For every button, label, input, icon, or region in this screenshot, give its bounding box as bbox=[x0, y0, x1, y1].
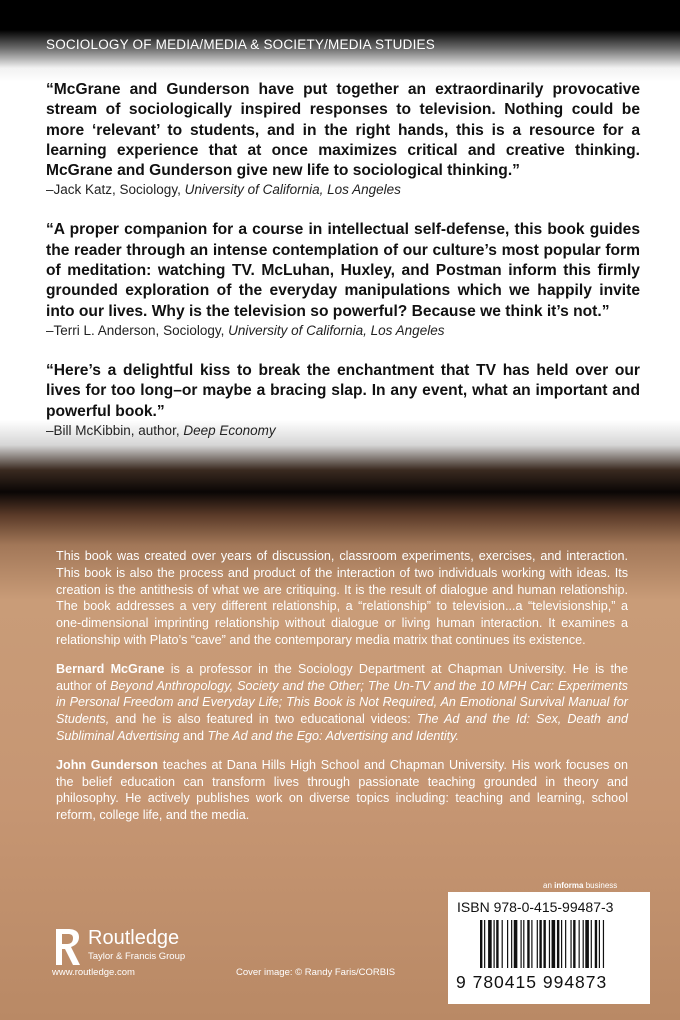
routledge-r-icon bbox=[52, 925, 82, 967]
book-description bbox=[56, 548, 628, 836]
quote-text: “A proper companion for a course in intellectual self-defense, this book guides the reader through an intense contemplation of our culture’s most popular form of meditation: watching TV. McLuhan, Huxley, and Postman inform this firmly grounded exploration of the everyday manipulations which we happily invite into our lives. Why is the television so powerful? Because we think it’s not.” bbox=[46, 221, 640, 320]
barcode-bar bbox=[552, 920, 556, 968]
barcode-bar bbox=[527, 920, 529, 968]
cover-credit: Cover image: © Randy Faris/CORBIS bbox=[236, 967, 396, 978]
barcode-bar bbox=[557, 920, 559, 968]
barcode-bar bbox=[539, 920, 541, 968]
barcode-bar bbox=[537, 920, 538, 968]
quote-block bbox=[46, 220, 640, 339]
barcode-bar bbox=[484, 920, 485, 968]
barcode-bar bbox=[531, 920, 532, 968]
barcode-bar bbox=[543, 920, 545, 968]
publisher-website: www.routledge.com bbox=[52, 967, 135, 978]
barcode bbox=[448, 892, 650, 1004]
barcode-bar bbox=[514, 920, 518, 968]
barcode-bar bbox=[579, 920, 580, 968]
quote-text: “Here’s a delightful kiss to break the enchantment that TV has held over our lives for too long–or maybe a bracing slap. In any event, what an important and powerful book.” bbox=[46, 361, 640, 420]
barcode-bar bbox=[573, 920, 575, 968]
author-bio-mcgrane: Bernard McGrane is a professor in the Sociology Department at Chapman University. He is the author of Beyond Anthropology, Society and the Other; The Un-TV and the 10 MPH Car: Experiments in Personal Freedom and Everyday Life; This Book is Not Required, An Emotional Survival Manual for Students, and he is also featured in two educational videos: The Ad and the Id: Sex, Death and Subliminal Advertising and The Ad and the Ego: Advertising and Identity. bbox=[56, 661, 629, 743]
barcode-bar bbox=[480, 920, 482, 968]
quote-attribution: –Terri L. Anderson, Sociology, University of California, Los Angeles bbox=[46, 322, 445, 338]
barcode-bar bbox=[511, 920, 512, 968]
quote-attribution: –Jack Katz, Sociology, University of California, Los Angeles bbox=[46, 182, 401, 198]
series-heading: SOCIOLOGY OF MEDIA/MEDIA & SOCIETY/MEDIA STUDIES bbox=[46, 37, 435, 52]
barcode-bar bbox=[496, 920, 498, 968]
barcode-bar bbox=[570, 920, 571, 968]
barcode-bars bbox=[480, 920, 640, 968]
publisher-subtitle: Taylor & Francis Group bbox=[88, 951, 186, 962]
description-paragraph: This book was created over years of discussion, classroom experiments, exercises, and interaction. This book is also the process and product of the interaction of two individuals working with ideas. Its creation is the antithesis of what we are critiquing. It is the result of dialogue and human relationship. The book addresses a very different relationship, a “relationship” to television...a “televisionship,” a one-dimensional imprinting relationship without dialogue or living human interaction. It examines a relationship with Plato’s “cave” and the contemporary media matrix that continues its existence. bbox=[56, 549, 628, 647]
barcode-bar bbox=[549, 920, 550, 968]
author-bio-gunderson: John Gunderson teaches at Dana Hills High School and Chapman University. His work focuses on the belief education can transform lives through passionate teaching grounded in theory and philosophy. He actively publishes work on diverse topics including: teaching and learning, school reform, college life, and the media. bbox=[56, 757, 628, 823]
barcode-bar bbox=[565, 920, 566, 968]
quote-block bbox=[46, 361, 640, 440]
informa-tagline: an informa business bbox=[543, 881, 618, 890]
barcode-bar bbox=[595, 920, 597, 968]
quote-block bbox=[46, 80, 640, 199]
barcode-bar bbox=[603, 920, 604, 968]
barcode-bar bbox=[583, 920, 584, 968]
barcode-number: 9 780415 994873 bbox=[456, 972, 608, 992]
barcode-bar bbox=[523, 920, 524, 968]
quote-text: “McGrane and Gunderson have put together an extraordinarily provocative stream of sociologically inspired responses to television. Nothing could be more ‘relevant’ to students, and in the right hands, this is a resource for a learning experience that at once maximizes critical and creative thinking. McGrane and Gunderson give new life to sociological thinking.” bbox=[46, 81, 640, 180]
barcode-bar bbox=[591, 920, 592, 968]
barcode-bar bbox=[599, 920, 600, 968]
barcode-bar bbox=[561, 920, 562, 968]
review-quotes bbox=[46, 80, 640, 461]
quote-attribution: –Bill McKibbin, author, Deep Economy bbox=[46, 422, 276, 438]
barcode-bar bbox=[521, 920, 522, 968]
barcode-bar bbox=[502, 920, 503, 968]
barcode-bar bbox=[488, 920, 492, 968]
barcode-bar bbox=[494, 920, 495, 968]
isbn-label: ISBN 978-0-415-99487-3 bbox=[457, 899, 614, 915]
barcode-bar bbox=[507, 920, 508, 968]
publisher-name: Routledge bbox=[88, 927, 180, 949]
barcode-bar bbox=[585, 920, 589, 968]
